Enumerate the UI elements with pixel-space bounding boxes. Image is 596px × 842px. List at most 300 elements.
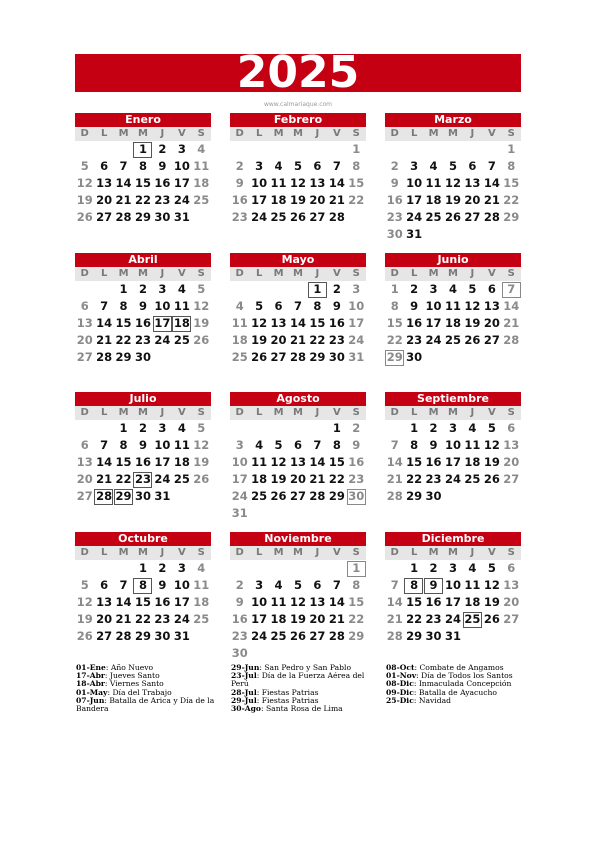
day-number: 25 xyxy=(251,489,268,503)
weekday-label: M xyxy=(273,547,284,558)
empty-cell xyxy=(249,141,268,158)
day-number: 24 xyxy=(251,210,268,224)
day-number: 19 xyxy=(270,472,287,486)
day-number: 16 xyxy=(425,595,442,609)
day-number: 9 xyxy=(138,299,147,313)
day-number: 8 xyxy=(390,299,399,313)
weekday-label: V xyxy=(177,547,186,558)
day-number: 1 xyxy=(390,282,399,296)
day-number: 9 xyxy=(235,176,244,190)
day-number: 13 xyxy=(503,578,520,592)
weekday-label: M xyxy=(293,547,303,558)
month-febrero xyxy=(230,113,366,226)
day-number: 23 xyxy=(231,629,248,643)
weekday-label: D xyxy=(80,547,89,558)
day-number: 20 xyxy=(289,472,306,486)
day-number: 16 xyxy=(154,176,171,190)
day-number: 22 xyxy=(348,193,365,207)
holiday-date: 01-Ene xyxy=(76,663,106,672)
empty-cell xyxy=(288,420,307,437)
day-number: 27 xyxy=(270,350,287,364)
holiday-date: 01-Nov xyxy=(386,671,417,681)
day-number: 12 xyxy=(76,595,93,609)
weekday-label: D xyxy=(390,128,399,139)
weekday-label: J xyxy=(470,128,475,139)
day-number: 20 xyxy=(309,193,326,207)
empty-cell xyxy=(94,560,113,577)
day-number: 29 xyxy=(134,210,151,224)
day-number: 10 xyxy=(173,159,190,173)
day-number: 9 xyxy=(158,159,167,173)
day-number: 21 xyxy=(96,333,113,347)
day-number: 13 xyxy=(96,176,113,190)
day-number: 28 xyxy=(115,629,132,643)
holiday-date: 17-Abr xyxy=(76,671,105,681)
day-number: 17 xyxy=(444,455,461,469)
holiday-date: 01-May xyxy=(76,687,108,697)
day-number: 7 xyxy=(119,578,128,592)
day-number: 11 xyxy=(173,299,190,313)
holiday-separator: : xyxy=(107,687,113,697)
month-title: Septiembre xyxy=(385,392,521,406)
day-number: 10 xyxy=(251,176,268,190)
day-number: 23 xyxy=(231,210,248,224)
weekday-label: D xyxy=(390,547,399,558)
day-number: 26 xyxy=(289,210,306,224)
day-number: 17 xyxy=(348,316,365,330)
weekday-label: L xyxy=(410,547,418,558)
weekday-label: V xyxy=(332,547,341,558)
holiday-item xyxy=(76,697,224,713)
day-number: 9 xyxy=(332,299,341,313)
weekday-label: L xyxy=(255,268,263,279)
day-number: 29 xyxy=(348,629,365,643)
day-number: 3 xyxy=(410,159,419,173)
day-number: 3 xyxy=(177,561,186,575)
day-number: 23 xyxy=(425,612,442,626)
day-number: 19 xyxy=(251,333,268,347)
weekday-label: S xyxy=(507,268,515,279)
day-number: 30 xyxy=(406,350,423,364)
weekday-label: J xyxy=(315,268,320,279)
day-number: 8 xyxy=(313,299,322,313)
website-label: www.calmariaque.com xyxy=(263,101,333,108)
empty-cell xyxy=(230,281,249,298)
day-number: 14 xyxy=(115,176,132,190)
day-number: 11 xyxy=(231,316,248,330)
day-number: 11 xyxy=(444,299,461,313)
day-number: 16 xyxy=(328,316,345,330)
weekday-label: M xyxy=(428,128,439,139)
day-number: 19 xyxy=(483,455,500,469)
day-number: 7 xyxy=(293,299,302,313)
day-number: 2 xyxy=(429,561,438,575)
day-number: 9 xyxy=(390,176,399,190)
holiday-day: 30 xyxy=(348,489,365,503)
day-number: 29 xyxy=(328,489,345,503)
holiday-separator: : xyxy=(256,671,262,681)
day-number: 12 xyxy=(483,578,500,592)
weekday-label: L xyxy=(100,128,108,139)
holiday-separator: : xyxy=(256,687,262,697)
weekday-label: M xyxy=(448,268,458,279)
holiday-separator: : xyxy=(413,687,419,697)
day-number: 5 xyxy=(448,159,457,173)
day-number: 21 xyxy=(386,612,403,626)
weekday-label: L xyxy=(255,407,263,418)
day-number: 4 xyxy=(255,438,264,452)
month-title: Diciembre xyxy=(385,532,521,546)
holiday-date: 08-Oct xyxy=(386,663,415,672)
month-mayo xyxy=(230,253,366,366)
month-septiembre xyxy=(385,392,521,505)
holiday-separator: : xyxy=(261,704,266,714)
day-number: 16 xyxy=(231,193,248,207)
day-number: 30 xyxy=(386,227,403,241)
day-number: 6 xyxy=(468,159,477,173)
holiday-name: Día del Trabajo xyxy=(112,687,172,697)
weekday-header xyxy=(230,127,366,141)
day-number: 25 xyxy=(231,350,248,364)
weekday-label: M xyxy=(118,547,129,558)
weekday-header xyxy=(75,127,211,141)
empty-cell xyxy=(288,560,307,577)
holiday-list-column xyxy=(231,664,379,713)
day-number: 12 xyxy=(289,595,306,609)
weekday-label: J xyxy=(315,407,320,418)
day-number: 8 xyxy=(119,299,128,313)
day-number: 17 xyxy=(251,193,268,207)
day-number: 25 xyxy=(193,612,210,626)
day-number: 17 xyxy=(444,595,461,609)
day-number: 15 xyxy=(406,455,423,469)
day-number: 5 xyxy=(468,282,477,296)
day-number: 3 xyxy=(255,578,264,592)
day-number: 1 xyxy=(119,282,128,296)
day-number: 2 xyxy=(235,159,244,173)
day-number: 22 xyxy=(115,472,132,486)
day-number: 4 xyxy=(429,159,438,173)
weekday-label: J xyxy=(160,128,165,139)
day-number: 15 xyxy=(309,316,326,330)
holiday-day: 8 xyxy=(404,577,423,594)
holiday-day: 1 xyxy=(347,560,366,577)
day-number: 12 xyxy=(193,438,210,452)
empty-cell xyxy=(94,281,113,298)
day-number: 15 xyxy=(328,455,345,469)
weekday-label: L xyxy=(255,547,263,558)
weekday-label: M xyxy=(428,268,439,279)
day-number: 3 xyxy=(352,282,361,296)
holiday-name: Día de Todos los Santos xyxy=(421,671,513,681)
weekday-label: M xyxy=(273,268,284,279)
empty-cell xyxy=(114,560,133,577)
day-number: 1 xyxy=(332,421,341,435)
empty-cell xyxy=(308,420,327,437)
day-number: 18 xyxy=(464,455,481,469)
empty-cell xyxy=(288,281,307,298)
day-number: 10 xyxy=(444,438,461,452)
empty-cell xyxy=(269,420,288,437)
day-number: 5 xyxy=(487,561,496,575)
holiday-name: Santa Rosa de Lima xyxy=(265,704,343,714)
day-number: 4 xyxy=(235,299,244,313)
day-number: 20 xyxy=(483,316,500,330)
day-number: 26 xyxy=(464,333,481,347)
day-number: 27 xyxy=(503,472,520,486)
day-number: 25 xyxy=(270,629,287,643)
weekday-label: V xyxy=(487,407,496,418)
day-number: 18 xyxy=(444,316,461,330)
day-number: 5 xyxy=(80,159,89,173)
holiday-separator: : xyxy=(104,695,110,705)
day-grid xyxy=(230,420,366,522)
day-number: 3 xyxy=(235,438,244,452)
day-number: 13 xyxy=(503,438,520,452)
day-number: 29 xyxy=(309,350,326,364)
day-number: 24 xyxy=(154,333,171,347)
day-number: 22 xyxy=(134,612,151,626)
day-number: 14 xyxy=(386,455,403,469)
day-number: 25 xyxy=(193,193,210,207)
weekday-label: V xyxy=(177,268,186,279)
weekday-header xyxy=(230,406,366,420)
empty-cell xyxy=(404,141,423,158)
empty-cell xyxy=(75,141,94,158)
day-number: 5 xyxy=(80,578,89,592)
day-number: 14 xyxy=(328,176,345,190)
holiday-name: Día de la Fuerza Aérea del Perú xyxy=(231,671,365,689)
day-number: 20 xyxy=(503,595,520,609)
holiday-separator: : xyxy=(104,679,110,689)
day-number: 22 xyxy=(115,333,132,347)
day-number: 20 xyxy=(309,612,326,626)
day-number: 27 xyxy=(503,612,520,626)
weekday-label: D xyxy=(80,128,89,139)
day-number: 29 xyxy=(503,210,520,224)
day-number: 15 xyxy=(503,176,520,190)
weekday-label: M xyxy=(428,407,439,418)
day-number: 12 xyxy=(444,176,461,190)
day-number: 2 xyxy=(352,421,361,435)
day-number: 27 xyxy=(76,350,93,364)
holiday-date: 28-Jul xyxy=(231,687,257,697)
day-number: 24 xyxy=(444,472,461,486)
weekday-label: J xyxy=(315,128,320,139)
day-number: 18 xyxy=(270,612,287,626)
weekday-label: M xyxy=(118,268,129,279)
day-number: 4 xyxy=(448,282,457,296)
day-grid xyxy=(230,141,366,226)
holiday-day: 1 xyxy=(133,141,152,158)
day-number: 18 xyxy=(231,333,248,347)
weekday-label: M xyxy=(448,407,458,418)
day-number: 28 xyxy=(289,350,306,364)
day-number: 31 xyxy=(444,629,461,643)
weekday-label: M xyxy=(293,128,303,139)
holiday-date: 23-Jul xyxy=(231,671,257,681)
holiday-separator: : xyxy=(413,679,419,689)
weekday-label: J xyxy=(160,407,165,418)
day-number: 8 xyxy=(410,438,419,452)
holiday-name: Año Nuevo xyxy=(110,663,154,672)
weekday-label: V xyxy=(177,407,186,418)
day-number: 15 xyxy=(348,595,365,609)
weekday-label: V xyxy=(487,128,496,139)
day-number: 1 xyxy=(352,142,361,156)
weekday-header xyxy=(230,546,366,560)
day-number: 12 xyxy=(289,176,306,190)
day-number: 6 xyxy=(80,299,89,313)
day-number: 27 xyxy=(483,333,500,347)
day-number: 15 xyxy=(115,316,132,330)
day-number: 26 xyxy=(289,629,306,643)
day-number: 14 xyxy=(483,176,500,190)
month-abril xyxy=(75,253,211,366)
day-grid xyxy=(75,281,211,366)
day-number: 23 xyxy=(348,472,365,486)
day-number: 26 xyxy=(193,472,210,486)
month-title: Enero xyxy=(75,113,211,127)
day-number: 18 xyxy=(173,455,190,469)
weekday-label: M xyxy=(138,268,148,279)
day-number: 23 xyxy=(386,210,403,224)
weekday-label: L xyxy=(410,128,418,139)
weekday-label: J xyxy=(160,547,165,558)
empty-cell xyxy=(308,141,327,158)
day-number: 6 xyxy=(80,438,89,452)
day-number: 28 xyxy=(503,333,520,347)
day-number: 21 xyxy=(386,472,403,486)
day-grid xyxy=(230,281,366,366)
weekday-label: D xyxy=(80,268,89,279)
day-number: 17 xyxy=(251,612,268,626)
empty-cell xyxy=(269,281,288,298)
day-number: 7 xyxy=(313,438,322,452)
day-number: 19 xyxy=(193,316,210,330)
day-number: 26 xyxy=(76,210,93,224)
day-number: 26 xyxy=(483,612,500,626)
holiday-name: Combate de Angamos xyxy=(419,663,504,672)
month-title: Octubre xyxy=(75,532,211,546)
weekday-label: S xyxy=(197,407,205,418)
empty-cell xyxy=(443,141,462,158)
empty-cell xyxy=(463,141,482,158)
day-number: 21 xyxy=(96,472,113,486)
weekday-header xyxy=(230,267,366,281)
day-number: 26 xyxy=(251,350,268,364)
holiday-separator: : xyxy=(416,671,422,681)
month-agosto xyxy=(230,392,366,522)
day-number: 7 xyxy=(390,578,399,592)
month-title: Junio xyxy=(385,253,521,267)
day-number: 22 xyxy=(134,193,151,207)
day-number: 11 xyxy=(464,438,481,452)
day-number: 6 xyxy=(487,282,496,296)
weekday-label: D xyxy=(235,547,244,558)
day-number: 15 xyxy=(115,455,132,469)
holiday-list-column xyxy=(386,664,534,705)
day-number: 11 xyxy=(193,159,210,173)
day-number: 13 xyxy=(270,316,287,330)
month-diciembre xyxy=(385,532,521,645)
day-number: 2 xyxy=(138,421,147,435)
day-number: 12 xyxy=(193,299,210,313)
day-number: 13 xyxy=(96,595,113,609)
day-number: 20 xyxy=(96,612,113,626)
empty-cell xyxy=(482,141,501,158)
day-number: 6 xyxy=(313,578,322,592)
day-number: 12 xyxy=(76,176,93,190)
year-title: 2025 xyxy=(236,47,360,98)
day-number: 1 xyxy=(410,561,419,575)
day-number: 18 xyxy=(425,193,442,207)
holiday-separator: : xyxy=(256,695,262,705)
day-number: 6 xyxy=(293,438,302,452)
day-number: 17 xyxy=(173,176,190,190)
holiday-list-column xyxy=(76,664,224,713)
holiday-day: 18 xyxy=(173,316,190,330)
holiday-name: Batalla de Ayacucho xyxy=(418,687,497,697)
day-number: 28 xyxy=(328,210,345,224)
weekday-label: D xyxy=(390,407,399,418)
day-number: 7 xyxy=(390,438,399,452)
day-number: 3 xyxy=(158,421,167,435)
weekday-label: L xyxy=(410,268,418,279)
day-number: 27 xyxy=(76,489,93,503)
holiday-day: 1 xyxy=(308,281,327,298)
weekday-header xyxy=(75,546,211,560)
day-number: 10 xyxy=(406,176,423,190)
day-grid xyxy=(385,560,521,645)
day-number: 29 xyxy=(406,489,423,503)
day-number: 27 xyxy=(309,210,326,224)
day-number: 21 xyxy=(289,333,306,347)
day-number: 19 xyxy=(444,193,461,207)
weekday-label: J xyxy=(470,547,475,558)
day-number: 27 xyxy=(96,210,113,224)
empty-cell xyxy=(114,141,133,158)
day-number: 27 xyxy=(464,210,481,224)
day-number: 17 xyxy=(406,193,423,207)
weekday-label: M xyxy=(273,407,284,418)
weekday-label: M xyxy=(293,407,303,418)
day-grid xyxy=(75,420,211,505)
day-number: 18 xyxy=(193,595,210,609)
day-number: 4 xyxy=(274,578,283,592)
weekday-label: S xyxy=(507,407,515,418)
day-number: 26 xyxy=(193,333,210,347)
day-number: 30 xyxy=(154,210,171,224)
day-number: 4 xyxy=(177,421,186,435)
weekday-label: M xyxy=(273,128,284,139)
holiday-item xyxy=(231,672,379,688)
day-number: 5 xyxy=(293,578,302,592)
day-number: 25 xyxy=(270,210,287,224)
day-number: 10 xyxy=(154,299,171,313)
weekday-label: L xyxy=(410,407,418,418)
day-number: 26 xyxy=(270,489,287,503)
day-number: 15 xyxy=(134,176,151,190)
day-number: 24 xyxy=(251,629,268,643)
day-number: 14 xyxy=(115,595,132,609)
day-number: 27 xyxy=(289,489,306,503)
weekday-header xyxy=(385,267,521,281)
day-number: 30 xyxy=(425,629,442,643)
day-number: 12 xyxy=(483,438,500,452)
day-grid xyxy=(75,141,211,226)
weekday-label: V xyxy=(177,128,186,139)
